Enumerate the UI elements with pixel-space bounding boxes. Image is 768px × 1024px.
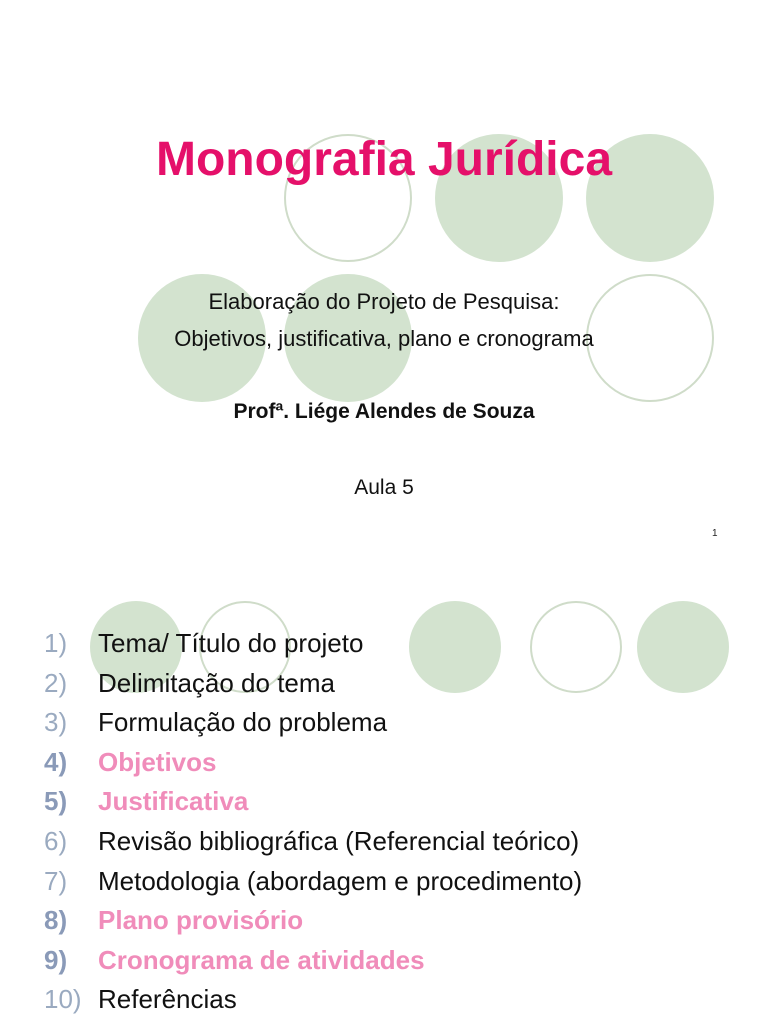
page-number: 1 xyxy=(712,528,718,539)
list-item xyxy=(44,901,582,941)
topic-list xyxy=(44,624,582,1020)
list-item xyxy=(44,980,582,1020)
list-item xyxy=(44,664,582,704)
list-item-number: 5) xyxy=(44,786,68,817)
list-item-text: Tema/ Título do projeto xyxy=(98,628,364,658)
list-item xyxy=(44,822,582,862)
slide-2 xyxy=(0,560,768,1024)
subtitle-line-1: Elaboração do Projeto de Pesquisa: xyxy=(208,289,560,314)
list-item xyxy=(44,703,582,743)
list-item-number: 9) xyxy=(44,944,68,975)
list-item-number: 4) xyxy=(44,746,68,777)
list-item-text: Plano provisório xyxy=(98,905,304,936)
subtitle-line-2: Objetivos, justificativa, plano e cronograma xyxy=(174,326,594,351)
list-item xyxy=(44,782,582,822)
list-item-number: 1) xyxy=(44,628,68,658)
list-item-text: Objetivos xyxy=(98,746,217,777)
list-item-text: Delimitação do tema xyxy=(98,667,335,698)
decorative-circle-filled xyxy=(637,601,729,693)
list-item xyxy=(44,862,582,902)
list-item-text: Referências xyxy=(98,984,237,1015)
list-item-text: Justificativa xyxy=(98,786,249,817)
list-item-text: Formulação do problema xyxy=(98,707,388,738)
slide-title: Monografia Jurídica xyxy=(155,133,613,186)
list-item xyxy=(44,624,582,664)
list-item-number: 2) xyxy=(44,667,68,698)
list-item xyxy=(44,743,582,783)
author-name: Profª. Liége Alendes de Souza xyxy=(233,400,535,423)
list-item-text: Cronograma de atividades xyxy=(98,944,425,975)
list-item-text: Revisão bibliográfica (Referencial teórico) xyxy=(98,825,580,856)
list-item-number: 6) xyxy=(44,825,68,856)
list-item xyxy=(44,941,582,981)
list-item-number: 3) xyxy=(44,707,68,738)
list-item-number: 8) xyxy=(44,905,68,936)
lesson-label: Aula 5 xyxy=(354,476,414,499)
list-item-text: Metodologia (abordagem e procedimento) xyxy=(98,865,583,896)
list-item-number: 7) xyxy=(44,865,68,896)
list-item-number: 10) xyxy=(44,984,82,1015)
